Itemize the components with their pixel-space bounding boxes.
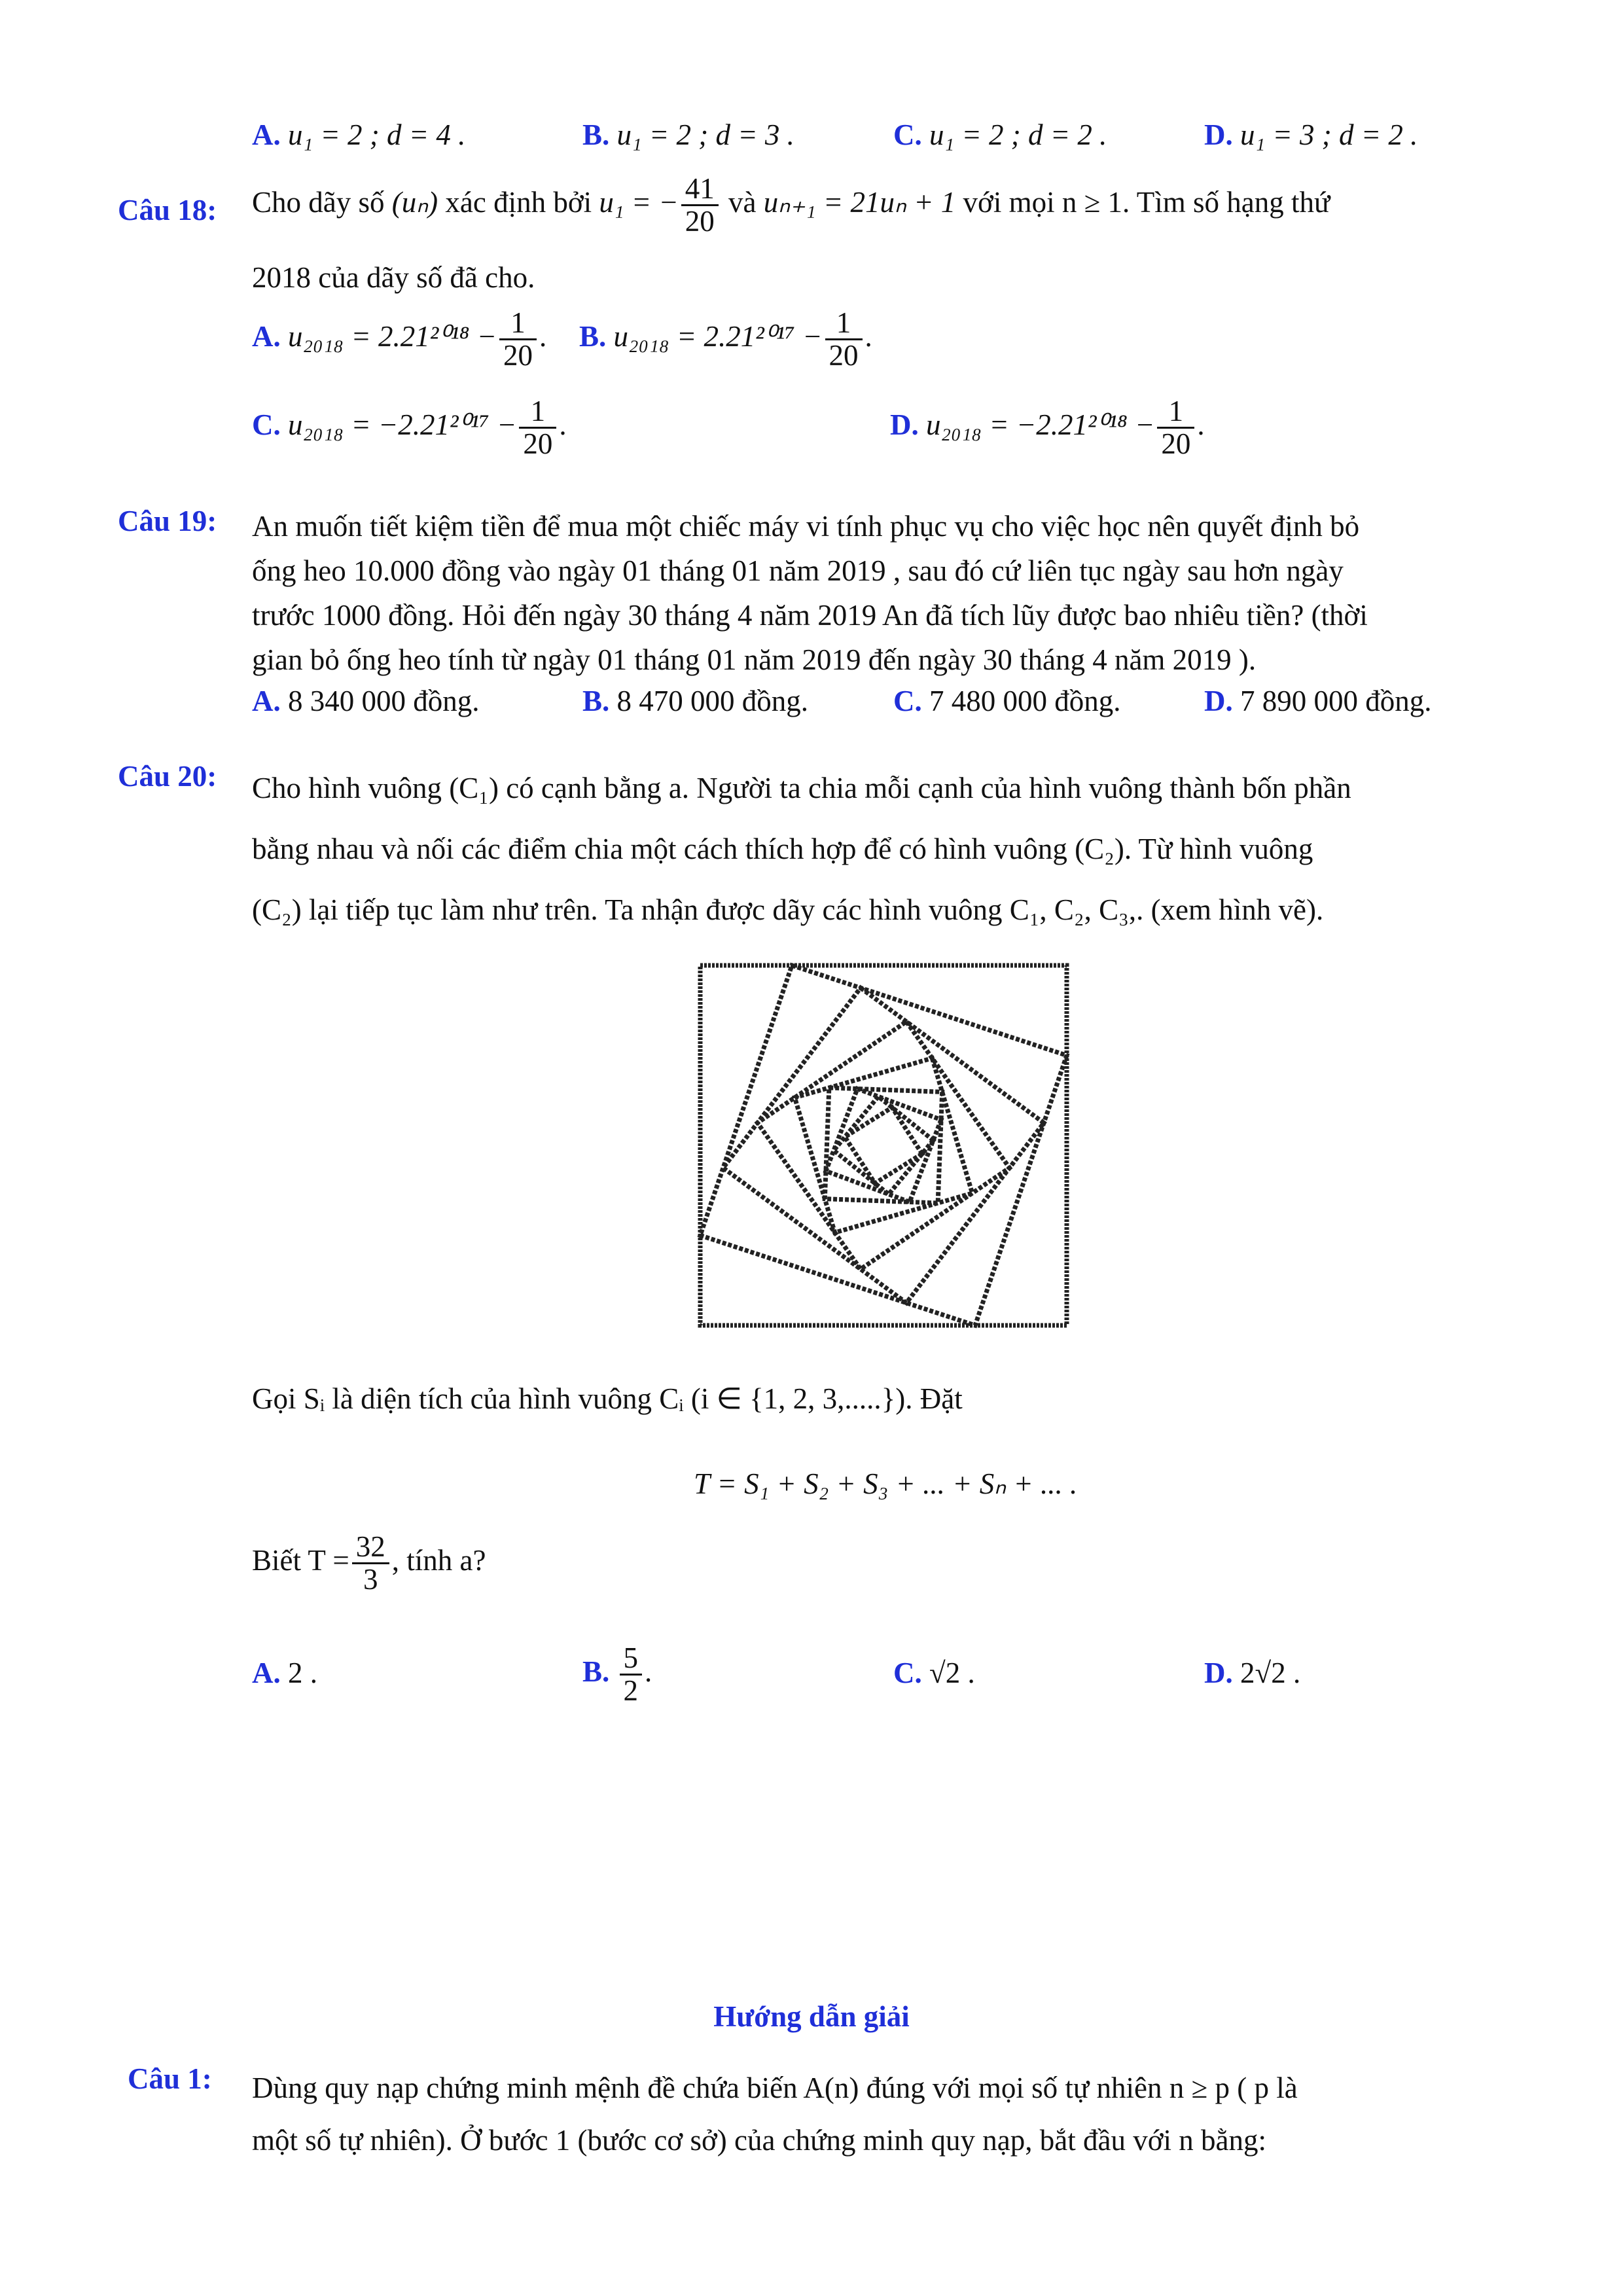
q17-option-c (893, 118, 1107, 152)
fraction: $\frac{41}{20}$ (681, 173, 719, 238)
sequence: (uₙ) (391, 186, 438, 219)
q19-option-d: D. 7 890 000 đồng. (1204, 685, 1432, 717)
stem-line: bằng nhau và nối các điểm chia một cách thích hợp để có hình vuông (C₂). Từ hình vuông (252, 833, 1313, 865)
solution-stem (252, 2062, 1515, 2166)
section-title: Hướng dẫn giải (713, 2000, 910, 2033)
stem-line: trước 1000 đồng. Hỏi đến ngày 30 tháng 4 năm 2019 An đã tích lũy được bao nhiêu tiền? (thời (252, 599, 1368, 632)
question-label: Câu 19: (118, 505, 217, 537)
q18-option-a: A. u₂₀₁₈ = 2.21²⁰¹⁸ − $\frac{1}{20}$ . (252, 306, 547, 372)
stem-line: một số tự nhiên). Ở bước 1 (bước cơ sở) của chứng minh quy nạp, bắt đầu với n bằng: (252, 2124, 1266, 2157)
square-c7 (826, 1089, 941, 1202)
stem-line: An muốn tiết kiệm tiền để mua một chiếc máy vi tính phục vụ cho việc học nên quyết định bỏ (252, 510, 1360, 543)
q19-option-b: B. 8 470 000 đồng. (582, 685, 809, 717)
q20-option-d: D. 2√2 . (1204, 1657, 1301, 1689)
u1-expression: u₁ = − (599, 186, 679, 219)
q20-option-b: B. $\frac{5}{2}$ . (582, 1641, 652, 1708)
square-c5 (794, 1058, 972, 1232)
q17-option-a (252, 118, 465, 152)
stem-line: ống heo 10.000 đồng vào ngày 01 tháng 01 năm 2019 , sau đó cứ liên tục ngày sau hơn ngày (252, 554, 1344, 587)
stem-line: (C₂) lại tiếp tục làm như trên. Ta nhận được dãy các hình vuông C₁, C₂, C₃,. (xem hình vẽ). (252, 893, 1324, 926)
stem-line: Dùng quy nạp chứng minh mệnh đề chứa biến A(n) đúng với mọi số tự nhiên n ≥ p ( p là (252, 2072, 1298, 2104)
q18-option-b: B. u₂₀₁₈ = 2.21²⁰¹⁷ − $\frac{1}{20}$ . (579, 306, 872, 372)
stem-text: xác định bởi (445, 186, 592, 219)
q20-stem (252, 758, 1515, 941)
option-label: C. (893, 118, 922, 151)
question-label: Câu 18: (118, 194, 217, 226)
q20-given: Biết T = $\frac{32}{3}$ , tính a? (252, 1530, 486, 1596)
option-text: u₁ = 2 ; d = 3 . (616, 118, 794, 151)
question-label: Câu 20: (118, 760, 217, 793)
option-label: D. (1204, 118, 1233, 151)
stem-line: Cho hình vuông (C₁) có cạnh bằng a. Người ta chia mỗi cạnh của hình vuông thành bốn phần (252, 772, 1351, 804)
option-text: u₁ = 2 ; d = 4 . (288, 118, 466, 151)
q18-option-d: D. u₂₀₁₈ = −2.21²⁰¹⁸ − $\frac{1}{20}$ . (890, 395, 1205, 461)
square-c6 (825, 1088, 942, 1203)
q17-option-d (1204, 118, 1418, 152)
q17-option-b (582, 118, 794, 152)
q20-sum-formula: T = S₁ + S₂ + S₃ + ... + Sₙ + ... . (694, 1467, 1078, 1500)
stem-text: và (728, 186, 757, 219)
nested-squares-figure (694, 959, 1073, 1332)
q18-option-c: C. u₂₀₁₈ = −2.21²⁰¹⁷ − $\frac{1}{20}$ . (252, 395, 567, 461)
q19-option-c: C. 7 480 000 đồng. (893, 685, 1121, 717)
q20-option-a: A. 2 . (252, 1657, 317, 1689)
option-label: A. (252, 118, 281, 151)
stem-line: gian bỏ ống heo tính từ ngày 01 tháng 01 năm 2019 đến ngày 30 tháng 4 năm 2019 ). (252, 643, 1257, 676)
q19-stem (252, 504, 1515, 682)
question-label: Câu 1: (128, 2062, 212, 2095)
q19-option-a: A. 8 340 000 đồng. (252, 685, 480, 717)
q20-option-c: C. √2 . (893, 1657, 975, 1689)
q18-stem (252, 173, 1515, 238)
q20-definition: Gọi Sᵢ là diện tích của hình vuông Cᵢ (i ∈ {1, 2, 3,.....}). Đặt (252, 1382, 963, 1415)
square-c1 (700, 965, 1067, 1325)
q18-stem-line2: 2018 của dãy số đã cho. (252, 261, 535, 294)
stem-text: với mọi n ≥ 1. Tìm số hạng thứ (963, 186, 1330, 219)
square-c4 (758, 1022, 1010, 1269)
recurrence: uₙ₊₁ = 21uₙ + 1 (763, 186, 956, 219)
stem-text: Cho dãy số (252, 186, 385, 219)
option-text: u₁ = 2 ; d = 2 . (929, 118, 1107, 151)
option-text: u₁ = 3 ; d = 2 . (1240, 118, 1418, 151)
option-label: B. (582, 118, 610, 151)
square-c9 (845, 1107, 922, 1183)
square-c2 (700, 965, 1067, 1325)
